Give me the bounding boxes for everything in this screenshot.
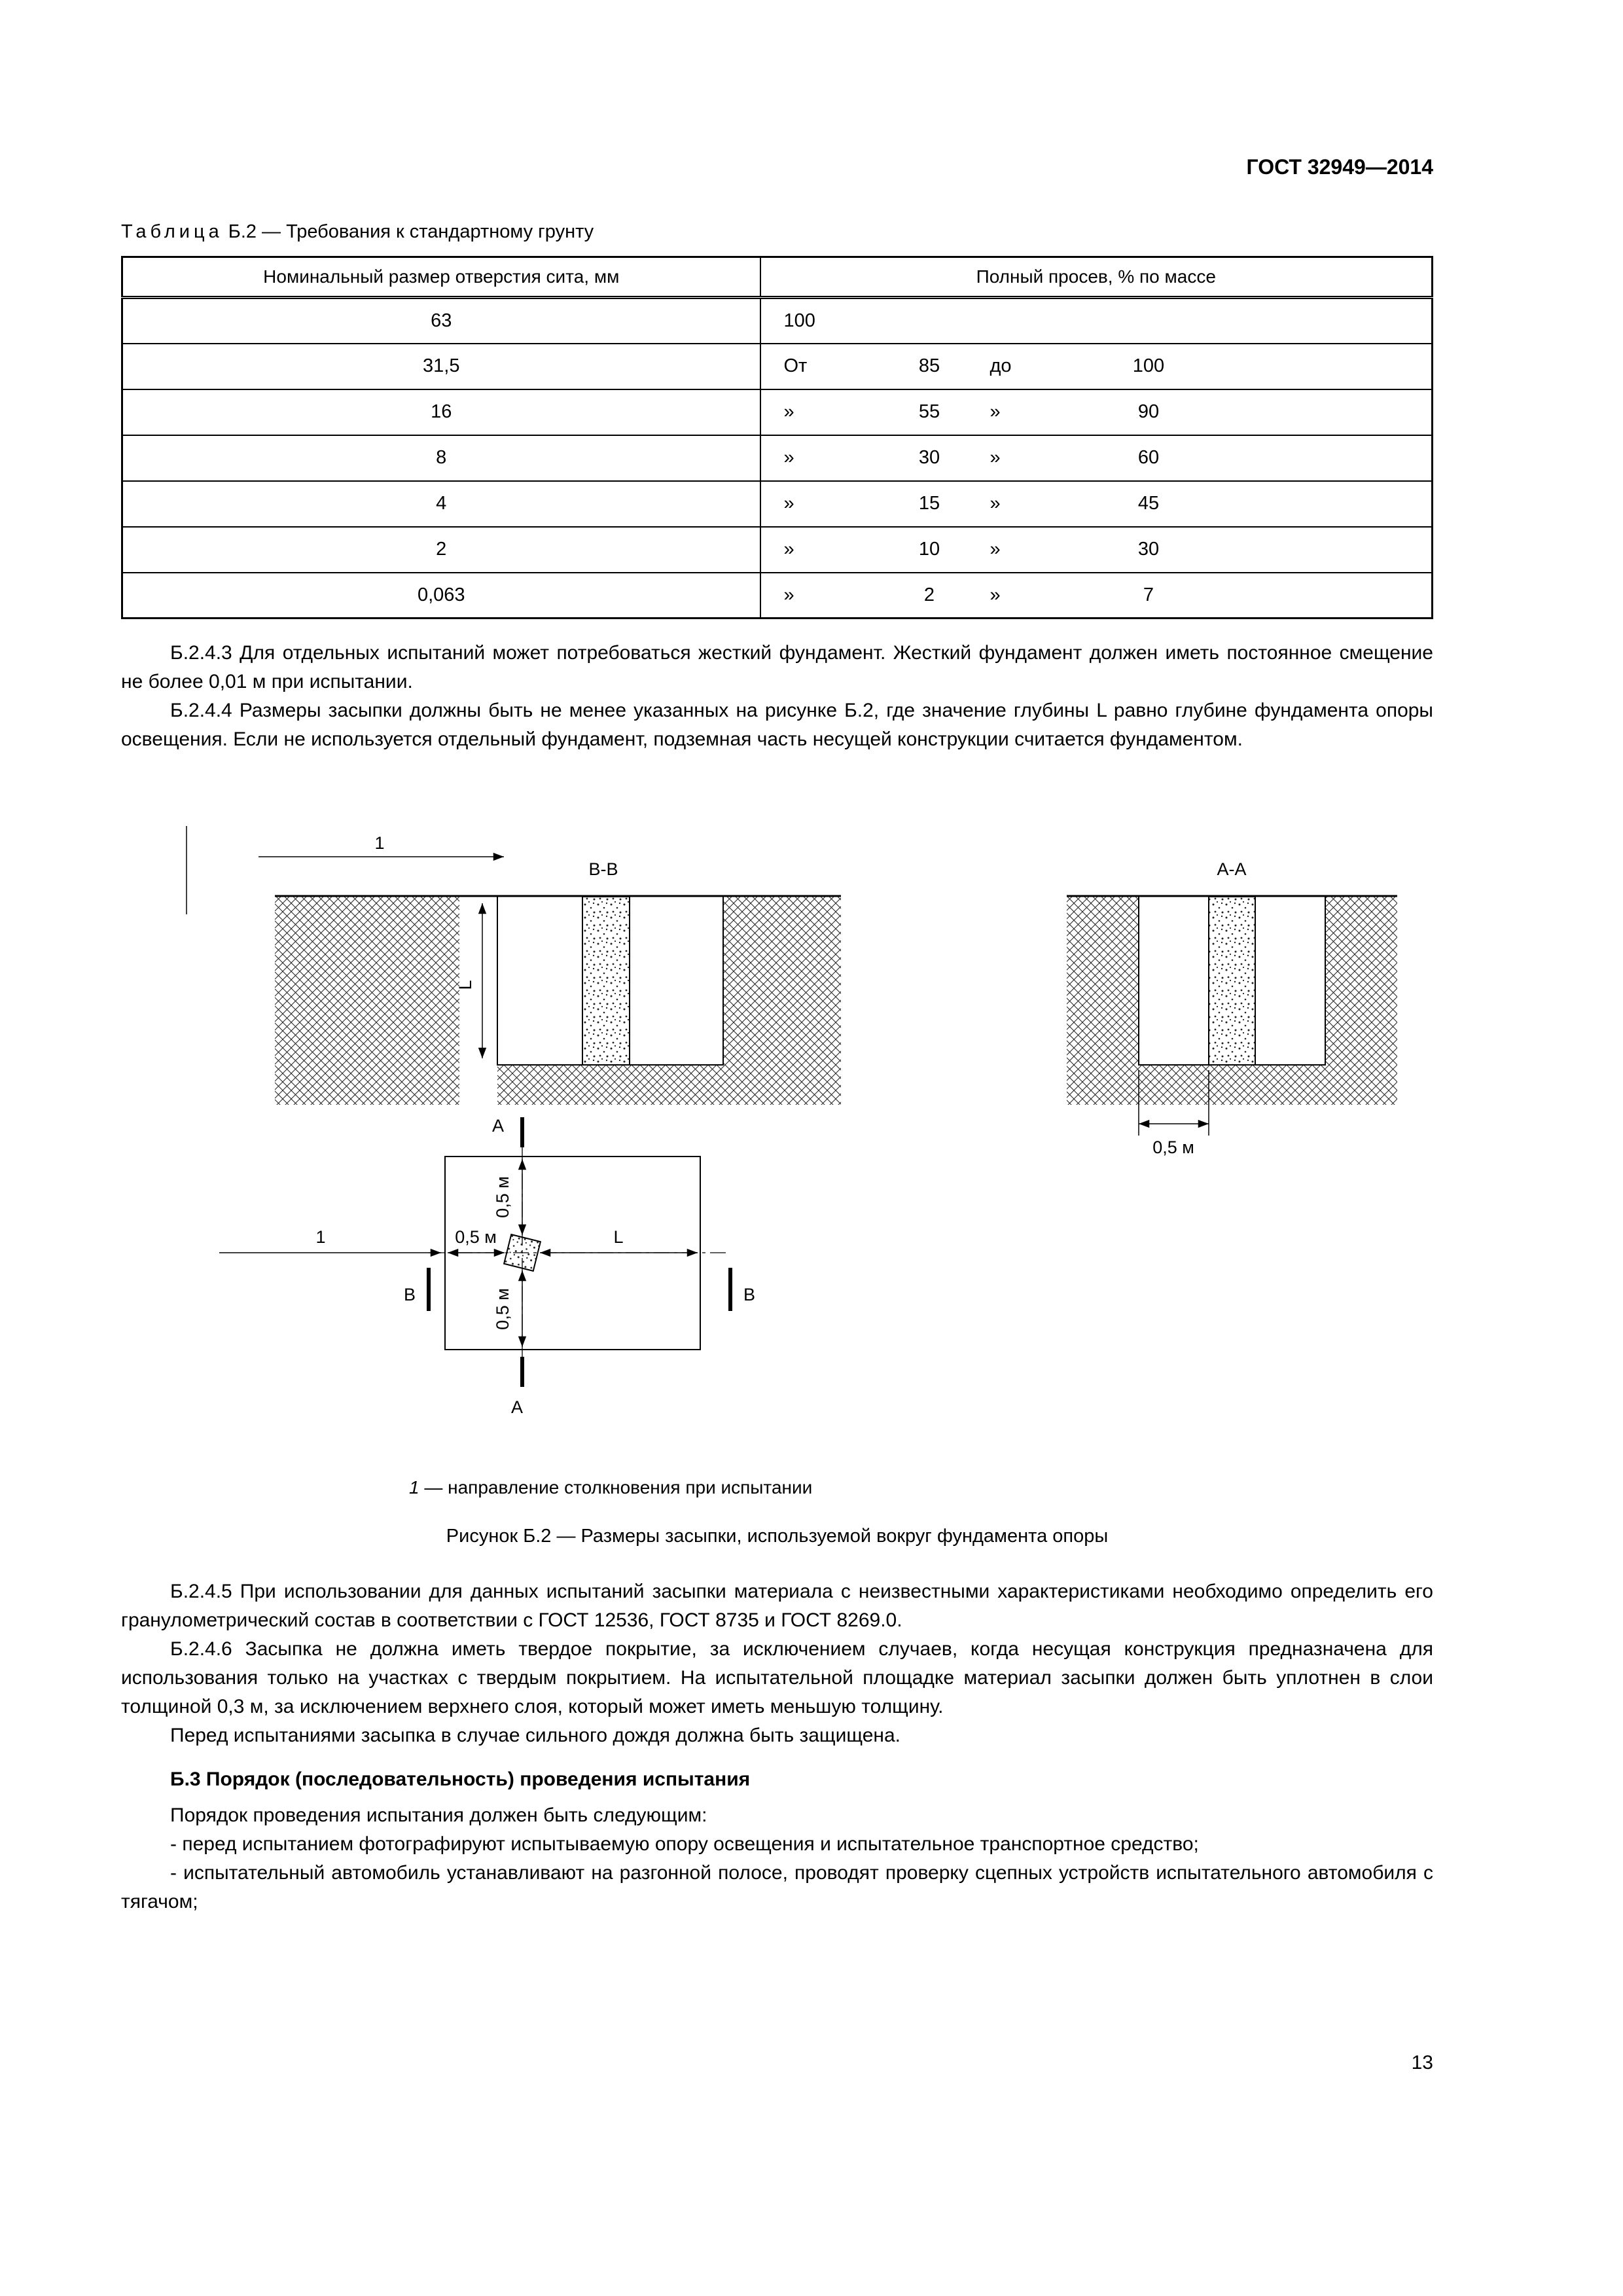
paragraph-rain-protection: Перед испытаниями засыпка в случае сильного дождя должна быть защищена. [170,1725,901,1746]
column-header-sieve-size: Номинальный размер отверстия сита, мм [122,257,760,298]
passing-values: » 10 » 30 [783,539,1160,560]
heading-b3: Б.3 Порядок (последовательность) проведения испытания [170,1768,751,1790]
paragraph-b245: Б.2.4.5 При использовании для данных испытаний засыпки материала с неизвестными характеристиками необходимо определить его гранулометрический состав в соответствии с ГОСТ 12536, ГОСТ 8735 и ГОСТ 8269.0. [121,1581,1433,1631]
depth-dimension-label: L [455,980,475,990]
paragraph-b246: Б.2.4.6 Засыпка не должна иметь твердое покрытие, за исключением случаев, когда несущая конструкция предназначена для использования только на участках с твердым покрытием. На испытательной площадке материал засыпки должен быть уплотнен в слои толщиной 0,3 м, за исключением верхнего слоя, который может иметь меньшую толщину. [121,1638,1433,1717]
cell-sieve-size: 8 [122,435,760,481]
foundation-plan [504,1234,541,1271]
cell-sieve-size: 2 [122,527,760,573]
figure-legend [409,1477,1433,1498]
soil-hatch-bottom [497,1065,723,1105]
cell-passing [760,298,1433,344]
figure-caption: Рисунок Б.2 — Размеры засыпки, используемой вокруг фундамента опоры [446,1526,1109,1547]
soil-hatch-bottom [1139,1065,1325,1105]
plan-view [219,1116,755,1417]
table-row [122,573,1433,619]
figure-b2 [164,810,1433,1441]
paragraph-bullet-vehicle: - испытательный автомобиль устанавливают на разгонной полосе, проводят проверку сцепных устройств испытательного автомобиля с тягачом; [121,1862,1433,1912]
passing-values: » 55 » 90 [783,401,1160,422]
table-row [122,389,1433,435]
passing-values: » 30 » 60 [783,447,1160,468]
cell-passing [760,481,1433,527]
table-row [122,298,1433,344]
passing-values: 100 [783,310,815,331]
cell-sieve-size: 63 [431,310,452,331]
section-view-bb [275,859,841,1105]
cell-passing [760,573,1433,619]
table-row [122,435,1433,481]
passing-values: От 85 до 100 [783,355,1165,376]
section-label-b-right: В [743,1285,756,1304]
page-content [121,0,1433,1916]
section-view-aa [1067,859,1397,1157]
dimension-label-bottom: 0,5 м [493,1288,512,1330]
passing-values: » 15 » 45 [783,493,1160,514]
dimension-label-left: 0,5 м [455,1227,497,1247]
page-number: 13 [1411,2052,1433,2073]
cell-passing [760,389,1433,435]
cell-sieve-size: 4 [122,481,760,527]
legend-number: 1 [409,1477,419,1498]
impact-arrow-label: 1 [374,833,385,853]
paragraph-order-intro: Порядок проведения испытания должен быть следующим: [170,1804,707,1826]
paragraph-b243: Б.2.4.3 Для отдельных испытаний может потребоваться жесткий фундамент. Жесткий фундамент должен иметь постоянное смещение не более 0,01 м при испытании. [121,642,1433,692]
section-label-b-left: В [403,1285,416,1304]
cell-passing [760,435,1433,481]
section-aa-title: А-А [1217,859,1247,879]
table-b2 [121,256,1433,619]
impact-arrow-label: 1 [315,1227,326,1247]
cell-sieve-size: 31,5 [122,344,760,389]
passing-values: » 2 » 7 [783,584,1154,605]
gap-dimension-label: 0,5 м [1152,1138,1194,1157]
foundation-column [582,897,630,1065]
table-caption-text: Б.2 — Требования к стандартному грунту [228,221,594,242]
section-label-a-bottom: А [510,1397,524,1417]
document-number: ГОСТ 32949—2014 [1246,155,1433,179]
dimension-label-top: 0,5 м [493,1176,512,1218]
soil-hatch-right [1325,897,1397,1105]
table-row [122,527,1433,573]
table-header-row [122,257,1433,298]
cell-sieve-size: 16 [122,389,760,435]
figure-b2-drawing [164,810,1440,1438]
table-caption-word: Таблица [121,221,223,242]
section-bb-title: В-В [588,859,618,879]
soil-hatch-right [723,897,841,1105]
soil-hatch-left [275,897,459,1105]
table-row [122,481,1433,527]
cell-passing [760,527,1433,573]
column-header-passing: Полный просев, % по массе [760,257,1433,298]
soil-hatch-left [1067,897,1139,1105]
dimension-label-right: L [613,1227,624,1247]
paragraph-b244: Б.2.4.4 Размеры засыпки должны быть не менее указанных на рисунке Б.2, где значение глубины L равно глубине фундамента опоры освещения. Если не используется отдельный фундамент, подземная часть несущей конструкции считается фундаментом. [121,700,1433,750]
foundation-column [1209,897,1255,1065]
cell-sieve-size: 0,063 [122,573,760,619]
cell-passing [760,344,1433,389]
section-label-a-top: А [491,1116,504,1136]
table-b2-caption [121,221,1433,243]
paragraph-bullet-photo: - перед испытанием фотографируют испытываемую опору освещения и испытательное транспортное средство; [170,1833,1199,1855]
table-row [122,344,1433,389]
legend-text: — направление столкновения при испытании [424,1477,813,1498]
